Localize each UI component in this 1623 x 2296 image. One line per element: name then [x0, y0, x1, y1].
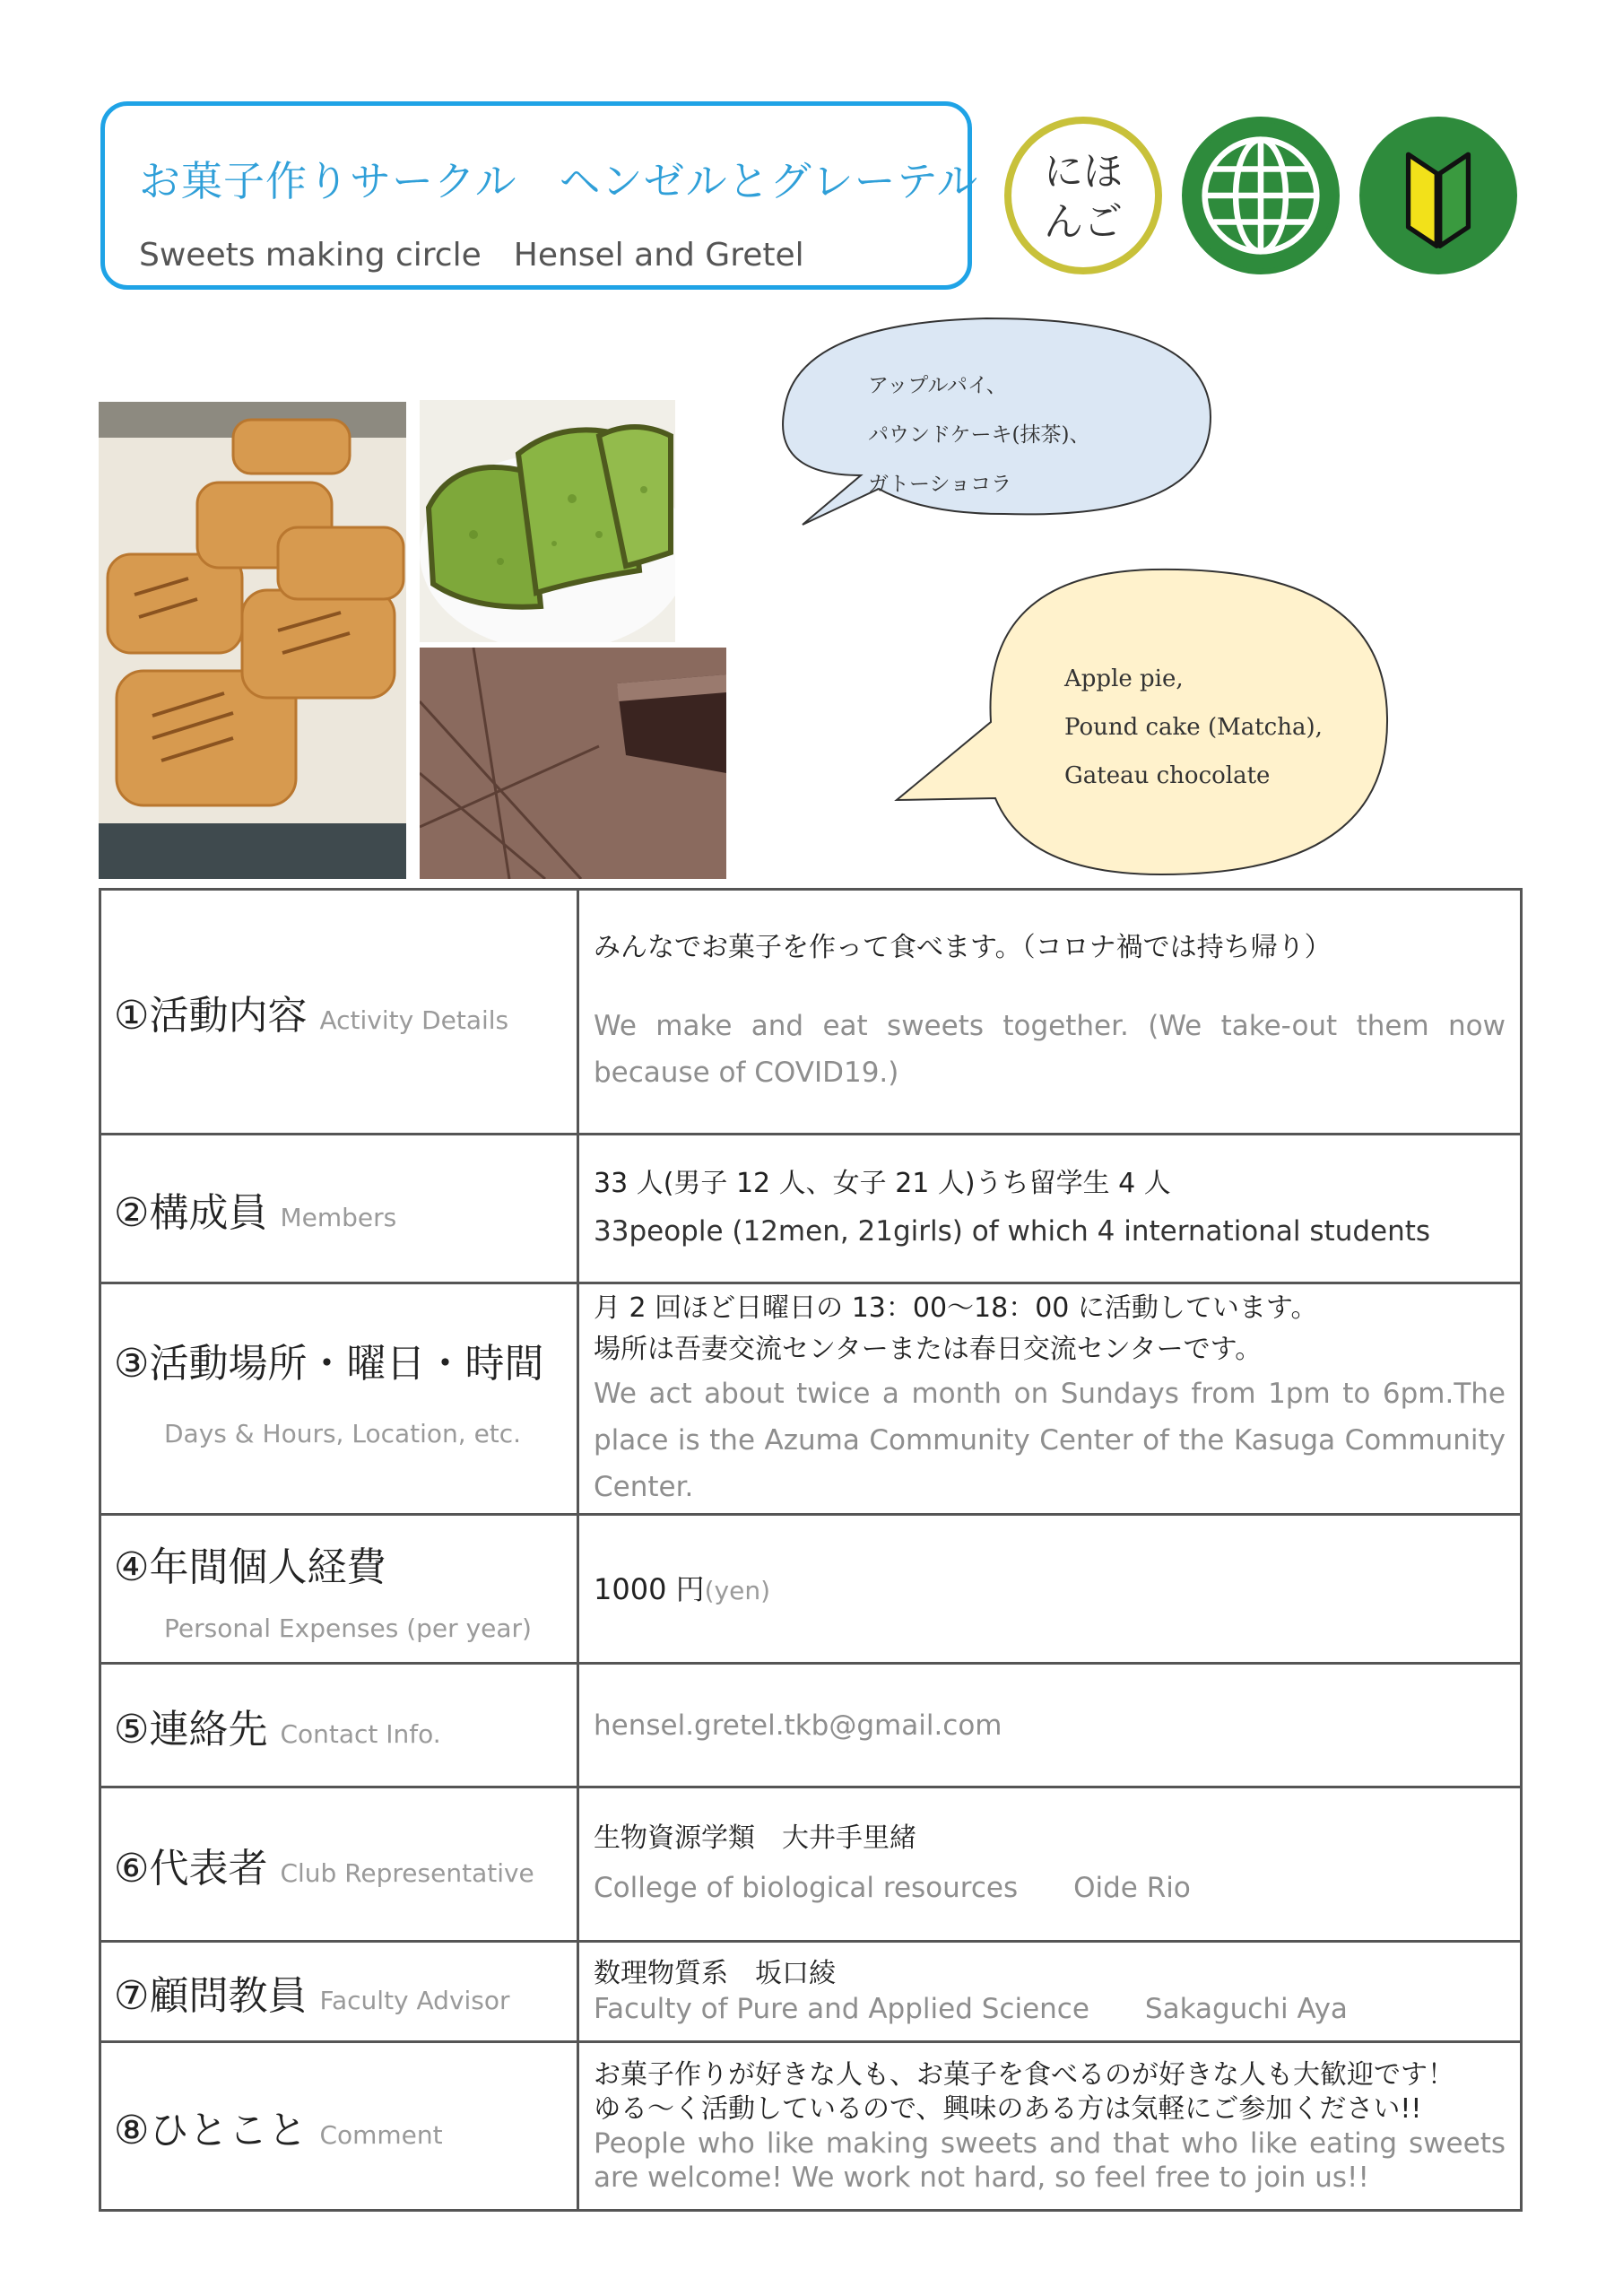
table-row — [100, 1942, 1522, 2042]
bubble-en-line-3: Gateau chocolate — [1064, 762, 1271, 789]
row-label: ②構成員 — [114, 1189, 268, 1236]
row-label: ⑥代表者 — [114, 1845, 268, 1892]
nihongo-line-1: にほ — [1044, 149, 1123, 195]
row-text-ja: みんなでお菓子を作って食べます。（コロナ禍では持ち帰り） — [594, 932, 1332, 963]
table-row — [100, 1515, 1522, 1664]
row-text-ja-1: 月 2 回ほど日曜日の 13：00～18：00 に活動しています。 — [594, 1292, 1318, 1324]
bubble-en-line-2: Pound cake (Matcha), — [1064, 714, 1323, 741]
row-label-en: Comment — [319, 2119, 443, 2150]
expense-value: 1000 円 — [594, 1571, 705, 1606]
title-box — [100, 101, 979, 290]
contact-email[interactable]: hensel.gretel.tkb@gmail.com — [594, 1709, 1002, 1742]
row-label-en: Contact Info. — [280, 1718, 441, 1749]
row-text-ja-2: ゆる～く活動しているので、興味のある方は気軽にご参加ください!! — [594, 2092, 1422, 2125]
label-cell — [100, 1135, 578, 1283]
row-label-en: Personal Expenses (per year) — [164, 1613, 532, 1643]
row-text-en: 33people (12men, 21girls) of which 4 international students — [594, 1214, 1431, 1248]
table-row — [100, 1283, 1522, 1515]
row-label-en: Club Representative — [280, 1857, 534, 1888]
english-speech-bubble — [892, 565, 1394, 879]
beginner-mark-icon — [1359, 117, 1517, 274]
title-english: Sweets making circle Hensel and Gretel — [139, 237, 804, 274]
row-text-en: Faculty of Pure and Applied Science Sakaguchi Aya — [594, 1992, 1348, 2025]
bubble-ja-line-1: アップルパイ、 — [868, 374, 1007, 397]
matcha-pound-cake-photo — [420, 400, 675, 642]
row-text-en: People who like making sweets and that who like eating sweets are welcome! We work not hard, so feel free to join us!! — [594, 2126, 1506, 2194]
row-text-ja: 生物資源学類 大井手里緒 — [594, 1822, 916, 1854]
expense-unit: (yen) — [704, 1575, 771, 1605]
row-text-en: We make and eat sweets together. (We take-out them now because of COVID19.) — [594, 1010, 1506, 1089]
row-text-en: College of biological resources Oide Rio — [594, 1871, 1191, 1904]
row-text-ja: 数理物質系 坂口綾 — [594, 1957, 836, 1989]
gateau-chocolat-photo — [420, 648, 726, 879]
row-label-en: Faculty Advisor — [319, 1985, 510, 2015]
value-cell — [578, 2042, 1522, 2211]
row-label: ④年間個人経費 — [114, 1544, 386, 1590]
value-cell — [578, 890, 1522, 1135]
label-cell — [100, 1942, 578, 2042]
row-label-en: Members — [280, 1202, 397, 1232]
label-cell — [100, 890, 578, 1135]
table-row — [100, 1664, 1522, 1787]
value-cell — [578, 1283, 1522, 1515]
info-table — [99, 888, 1523, 2212]
label-cell — [100, 2042, 578, 2211]
row-label: ③活動場所・曜日・時間 — [114, 1341, 544, 1387]
bubble-ja-line-2: パウンドケーキ(抹茶)、 — [868, 423, 1090, 447]
value-cell — [578, 1664, 1522, 1787]
nihongo-line-2: んご — [1044, 199, 1123, 245]
apple-pie-photo — [99, 402, 406, 879]
bubble-ja-line-3: ガトーショコラ — [868, 473, 1012, 496]
label-cell — [100, 1515, 578, 1664]
row-text-ja: 33 人(男子 12 人、女子 21 人)うち留学生 4 人 — [594, 1167, 1171, 1199]
table-row — [100, 890, 1522, 1135]
row-label: ⑧ひとこと — [114, 2107, 308, 2153]
value-cell — [578, 1515, 1522, 1664]
row-text-ja-1: お菓子作りが好きな人も、お菓子を食べるのが好きな人も大歓迎です！ — [594, 2058, 1454, 2091]
title-japanese: お菓子作りサークル ヘンゼルとグレーテル — [139, 157, 979, 205]
value-cell — [578, 1942, 1522, 2042]
row-label: ⑤連絡先 — [114, 1706, 268, 1752]
label-cell — [100, 1664, 578, 1787]
value-cell — [578, 1135, 1522, 1283]
globe-icon — [1182, 117, 1340, 274]
value-cell — [578, 1787, 1522, 1942]
table-row — [100, 1135, 1522, 1283]
row-text-ja-2: 場所は吾妻交流センターまたは春日交流センターです。 — [594, 1333, 1263, 1365]
japanese-speech-bubble — [771, 309, 1219, 534]
row-label: ①活動内容 — [114, 993, 308, 1039]
table-row — [100, 2042, 1522, 2211]
label-cell — [100, 1283, 578, 1515]
row-label: ⑦顧問教員 — [114, 1972, 308, 2019]
label-cell — [100, 1787, 578, 1942]
row-label-en: Days & Hours, Location, etc. — [164, 1419, 522, 1448]
table-row — [100, 1787, 1522, 1942]
bubble-en-line-1: Apple pie, — [1064, 665, 1184, 692]
nihongo-badge — [1004, 117, 1162, 274]
row-text-en: We act about twice a month on Sundays from 1pm to 6pm.The place is the Azuma Community Center of the Kasuga Community Center. — [594, 1377, 1506, 1503]
row-label-en: Activity Details — [319, 1005, 509, 1035]
